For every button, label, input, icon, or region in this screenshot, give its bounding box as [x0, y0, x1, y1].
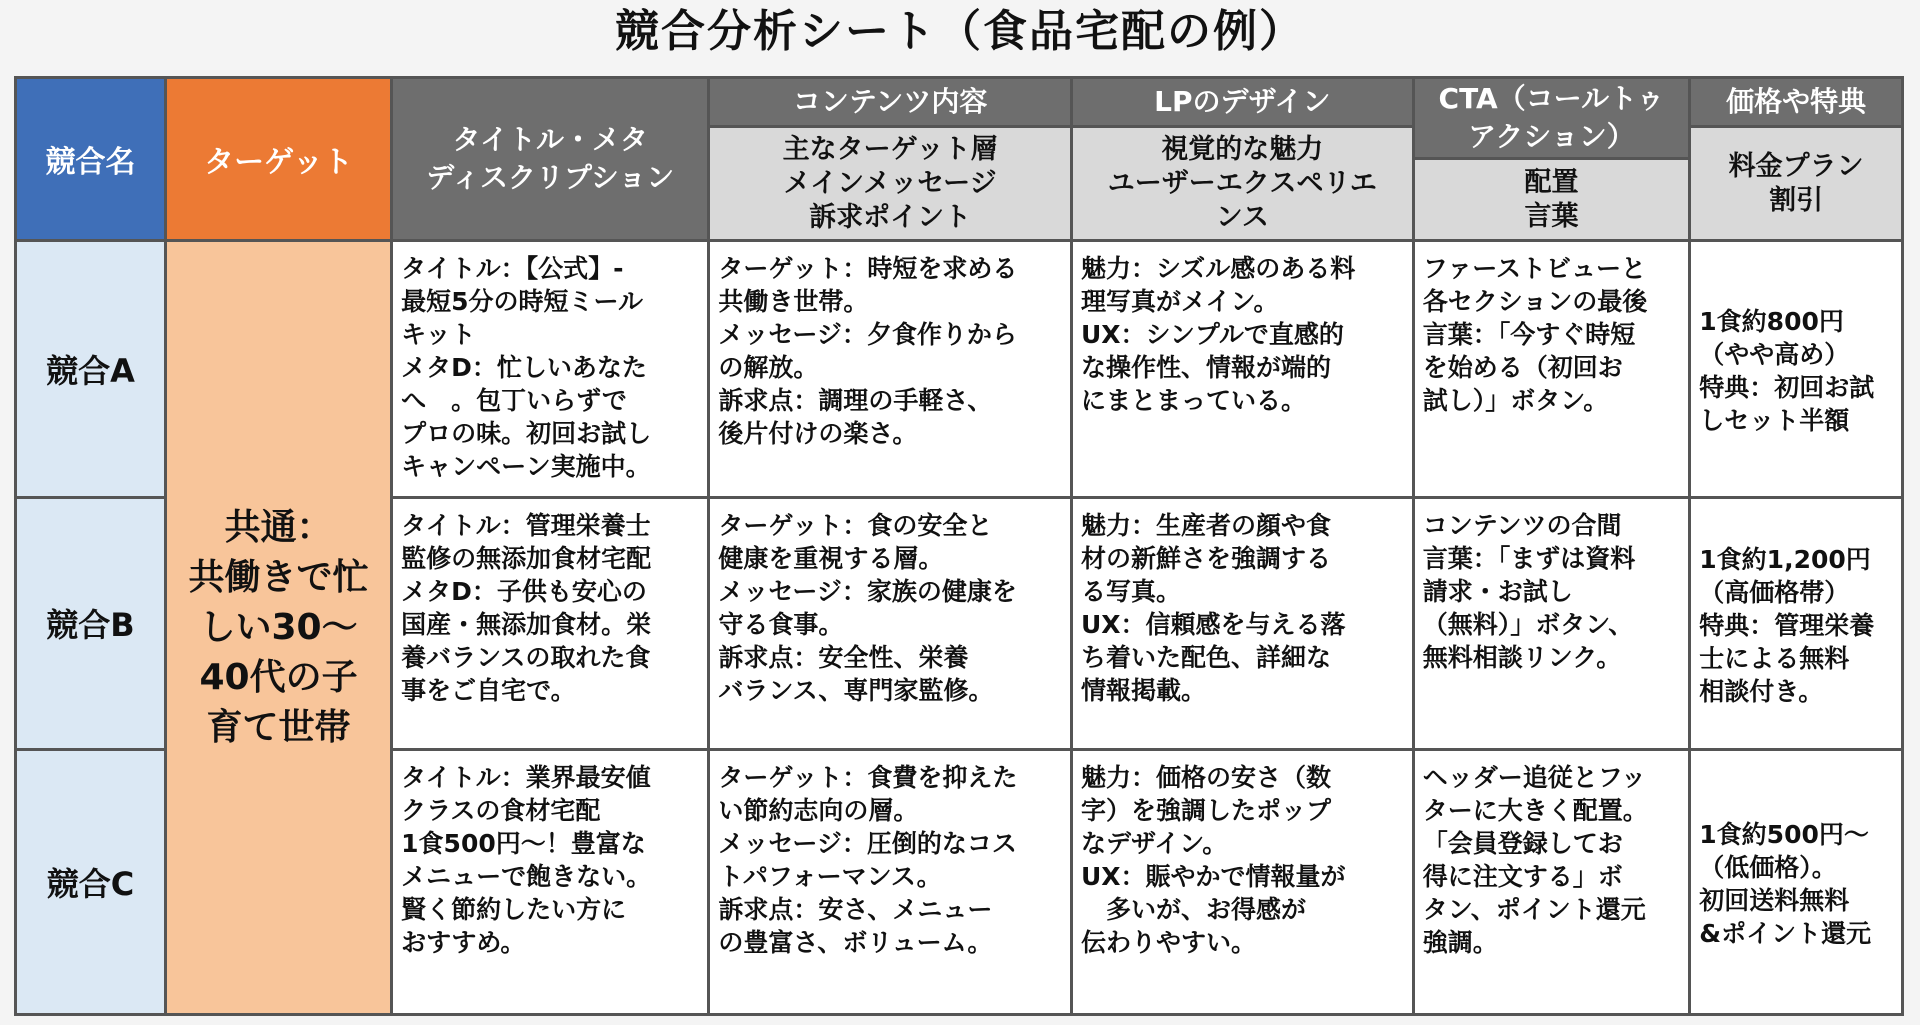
page-title: 競合分析シート（食品宅配の例） — [615, 6, 1305, 57]
header-title-meta: タイトル・メタ ディスクリプション — [392, 78, 709, 241]
subheader-lp-design: 視覚的な魅力 ユーザーエクスペリエ ンス — [1071, 127, 1413, 241]
competitor-analysis-table — [14, 76, 1904, 1016]
subheader-price: 料金プラン 割引 — [1690, 127, 1903, 241]
competitor-a-title-meta: タイトル：【公式】- 最短5分の時短ミール キット メタD：忙しいあなた へ 。包丁いらずで プロの味。初回お試し キャンペーン実施中。 — [392, 241, 709, 498]
competitor-a-price: 1食約800円 （やや高め） 特典：初回お試 しセット半額 — [1690, 241, 1903, 498]
competitor-a-lp-design: 魅力：シズル感のある料 理写真がメイン。 UX：シンプルで直感的 な操作性、情報が端的 にまとまっている。 — [1071, 241, 1413, 498]
subheader-contents: 主なターゲット層 メインメッセージ 訴求ポイント — [709, 127, 1072, 241]
common-target: 共通： 共働きで忙 しい30〜 40代の子 育て世帯 — [165, 241, 391, 1015]
competitor-c-contents: ターゲット：食費を抑えた い節約志向の層。 メッセージ：圧倒的なコス トパフォーマンス。 訴求点：安さ、メニュー の豊富さ、ボリューム。 — [709, 750, 1072, 1015]
competitor-c-lp-design: 魅力：価格の安さ（数 字）を強調したポップ なデザイン。 UX：賑やかで情報量が 多いが、お得感が 伝わりやすい。 — [1071, 750, 1413, 1015]
competitor-a-name: 競合A — [16, 241, 166, 498]
competitor-b-contents: ターゲット：食の安全と 健康を重視する層。 メッセージ：家族の健康を 守る食事。 訴求点：安全性、栄養 バランス、専門家監修。 — [709, 497, 1072, 749]
competitor-a-cta: ファーストビューと 各セクションの最後 言葉：「今すぐ時短 を始める（初回お 試し）」ボタン。 — [1413, 241, 1690, 498]
subheader-cta: 配置 言葉 — [1413, 159, 1690, 241]
competitor-b-title-meta: タイトル：管理栄養士 監修の無添加食材宅配 メタD：子供も安心の 国産・無添加食材。栄 養バランスの取れた食 事をご自宅で。 — [392, 497, 709, 749]
competitor-b-lp-design: 魅力：生産者の顔や食 材の新鮮さを強調する る写真。 UX：信頼感を与える落 ち着いた配色、詳細な 情報掲載。 — [1071, 497, 1413, 749]
competitor-c-cta: ヘッダー追従とフッ ターに大きく配置。 「会員登録してお 得に注文する」ボ タン、ポイント還元 強調。 — [1413, 750, 1690, 1015]
header-contents: コンテンツ内容 — [709, 78, 1072, 127]
competitor-b-price: 1食約1,200円 （高価格帯） 特典：管理栄養 士による無料 相談付き。 — [1690, 497, 1903, 749]
competitor-c-name: 競合C — [16, 750, 166, 1015]
competitor-b-cta: コンテンツの合間 言葉：「まずは資料 請求・お試し （無料）」ボタン、 無料相談リンク。 — [1413, 497, 1690, 749]
header-cta: CTA（コールトゥ アクション） — [1413, 78, 1690, 159]
header-competitor-name: 競合名 — [16, 78, 166, 241]
header-target: ターゲット — [165, 78, 391, 241]
header-lp-design: LPのデザイン — [1071, 78, 1413, 127]
competitor-a-contents: ターゲット：時短を求める 共働き世帯。 メッセージ：夕食作りから の解放。 訴求点：調理の手軽さ、 後片付けの楽さ。 — [709, 241, 1072, 498]
header-price: 価格や特典 — [1690, 78, 1903, 127]
competitor-c-price: 1食約500円〜 （低価格）。 初回送料無料 &ポイント還元 — [1690, 750, 1903, 1015]
table-row — [16, 241, 1903, 498]
competitor-c-title-meta: タイトル：業界最安値 クラスの食材宅配 1食500円〜！豊富な メニューで飽きない。 賢く節約したい方に おすすめ。 — [392, 750, 709, 1015]
competitor-b-name: 競合B — [16, 497, 166, 749]
